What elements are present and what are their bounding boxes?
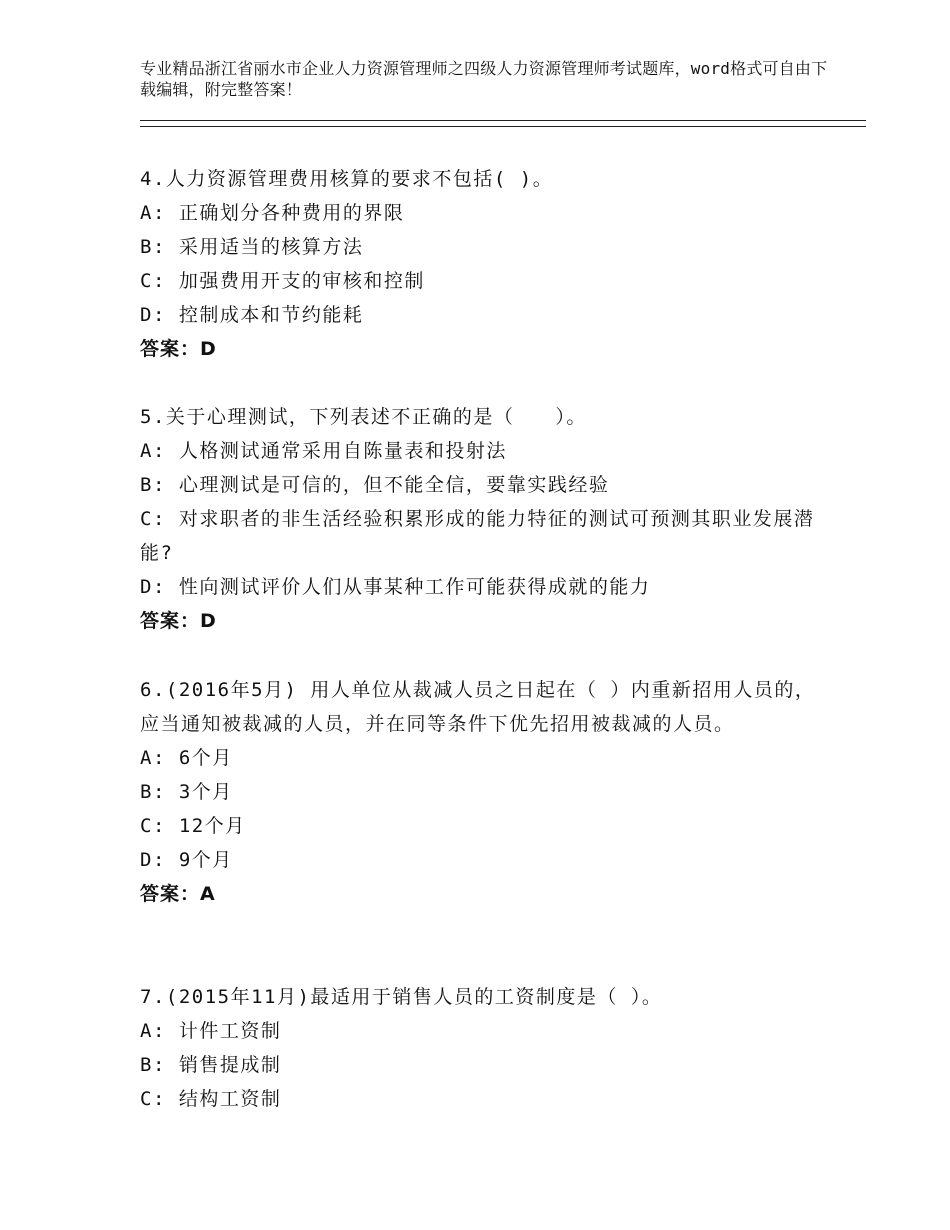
option-b: B: 心理测试是可信的，但不能全信，要靠实践经验 (140, 474, 610, 496)
option-c: C: 12个月 (140, 815, 246, 837)
answer-label: 答案：A (140, 883, 216, 905)
option-d: D: 控制成本和节约能耗 (140, 304, 364, 326)
question-stem: 7.(2015年11月)最适用于销售人员的工资制度是（ ）。 (140, 986, 663, 1008)
option-d: D: 性向测试评价人们从事某种工作可能获得成就的能力 (140, 576, 651, 598)
question-7 (140, 980, 820, 1116)
question-5 (140, 400, 820, 638)
option-a: A: 计件工资制 (140, 1020, 282, 1042)
option-a: A: 6个月 (140, 747, 233, 769)
question-stem: 6.(2016年5月) 用人单位从裁减人员之日起在（ ）内重新招用人员的，应当通知被裁减的人员，并在同等条件下优先招用被裁减的人员。 (140, 679, 816, 735)
question-6 (140, 673, 820, 911)
option-c: C: 加强费用开支的审核和控制 (140, 270, 425, 292)
option-d: D: 9个月 (140, 849, 233, 871)
header-divider (140, 120, 866, 127)
option-b: B: 3个月 (140, 781, 233, 803)
question-stem: 4.人力资源管理费用核算的要求不包括( )。 (140, 168, 554, 190)
option-b: B: 采用适当的核算方法 (140, 236, 364, 258)
question-4 (140, 162, 820, 366)
option-c: C: 结构工资制 (140, 1088, 282, 1110)
option-c: C: 对求职者的非生活经验积累形成的能力特征的测试可预测其职业发展潜能? (140, 508, 815, 564)
question-stem: 5.关于心理测试，下列表述不正确的是（ ）。 (140, 406, 587, 428)
option-b: B: 销售提成制 (140, 1054, 282, 1076)
option-a: A: 正确划分各种费用的界限 (140, 202, 405, 224)
answer-label: 答案：D (140, 338, 217, 360)
document-header-title: 专业精品浙江省丽水市企业人力资源管理师之四级人力资源管理师考试题库，word格式可自由下载编辑，附完整答案！ (140, 59, 828, 99)
answer-label: 答案：D (140, 610, 217, 632)
option-a: A: 人格测试通常采用自陈量表和投射法 (140, 440, 507, 462)
